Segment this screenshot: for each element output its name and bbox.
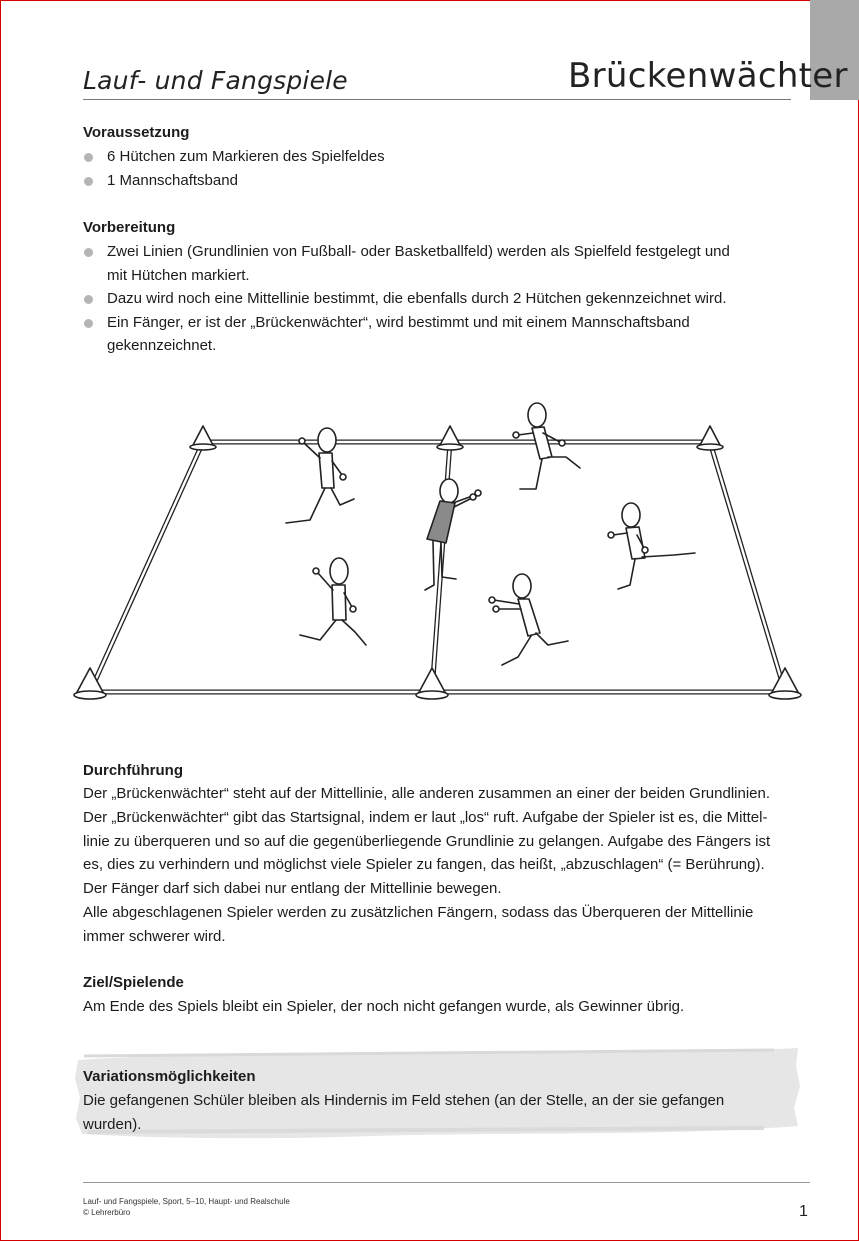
variation-heading: Variationsmöglichkeiten [83, 1068, 256, 1085]
text-line: immer schwerer wird. [83, 927, 226, 945]
bullet-icon [84, 319, 93, 328]
footer-divider [83, 1182, 810, 1183]
list-item: 1 Mannschaftsband [83, 169, 803, 193]
bullet-icon [84, 248, 93, 257]
footer-copyright: © Lehrerbüro [83, 1207, 131, 1217]
list-item: Ein Fänger, er ist der „Brückenwächter“, wird bestimmt und mit einem Mannschaftsband gekennzeichnet. [83, 311, 803, 358]
text-line: Die gefangenen Schüler bleiben als Hindernis im Feld stehen (an der Stelle, an der sie gefangen [83, 1092, 725, 1109]
header-divider [83, 99, 791, 100]
player-figure [608, 503, 695, 589]
text-line: Der Fänger darf sich dabei nur entlang der Mittellinie bewegen. [83, 880, 502, 898]
field-outline [90, 442, 785, 692]
page-number: 1 [799, 1203, 808, 1220]
vorbereitung-heading: Vorbereitung [83, 219, 176, 236]
page-title: Brückenwächter [568, 56, 848, 96]
player-figure [513, 403, 580, 489]
footer-credits [83, 1197, 290, 1218]
text-line: Der „Brückenwächter“ steht auf der Mittellinie, alle anderen zusammen an einer der beiden Grundlinien. [83, 785, 771, 802]
durchfuehrung-heading: Durchführung [83, 762, 183, 779]
bullet-icon [84, 295, 93, 304]
topic-heading: Lauf- und Fangspiele [83, 66, 348, 95]
list-item: 6 Hütchen zum Markieren des Spielfeldes [83, 145, 803, 169]
durchfuehrung-text [83, 782, 813, 949]
catcher-figure [425, 479, 481, 590]
variation-text [83, 1089, 813, 1137]
player-figure [300, 558, 366, 645]
footer-source: Lauf- und Fangspiele, Sport, 5–10, Haupt- und Realschule [83, 1197, 290, 1206]
cone-icon [769, 668, 801, 699]
text-line: Alle abgeschlagenen Spieler werden zu zusätzlichen Fängern, sodass das Überqueren der Mittellinie [83, 903, 754, 921]
list-item: Zwei Linien (Grundlinien von Fußball- oder Basketballfeld) werden als Spielfeld festgelegt und mit Hütchen markiert. [83, 240, 803, 287]
list-item: Dazu wird noch eine Mittellinie bestimmt, die ebenfalls durch 2 Hütchen gekennzeichnet wird. [83, 287, 803, 311]
bullet-icon [84, 177, 93, 186]
text-line: linie zu überqueren und so auf die gegenüberliegende Grundlinie zu gelangen. Aufgabe des Fängers ist [83, 832, 771, 850]
vorbereitung-list [83, 240, 803, 358]
player-figure [489, 574, 568, 665]
bullet-icon [84, 153, 93, 162]
text-line: wurden). [83, 1115, 142, 1133]
cone-icon [416, 668, 448, 699]
cone-icon [190, 426, 216, 450]
cone-icon [437, 426, 463, 450]
text-line: es, dies zu verhindern und möglichst viele Spieler zu fangen, das heißt, „abzuschlagen“ (= Berührung). [83, 856, 765, 874]
ziel-text [83, 995, 813, 1019]
voraussetzung-heading: Voraussetzung [83, 124, 190, 141]
text-line: Der „Brückenwächter“ gibt das Startsignal, indem er laut „los“ ruft. Aufgabe der Spieler ist es, die Mittel- [83, 808, 768, 826]
playing-field-illustration [70, 395, 815, 715]
text-line: Am Ende des Spiels bleibt ein Spieler, der noch nicht gefangen wurde, als Gewinner übrig. [83, 998, 685, 1015]
ziel-heading: Ziel/Spielende [83, 974, 184, 991]
voraussetzung-list [83, 145, 803, 192]
cone-icon [697, 426, 723, 450]
